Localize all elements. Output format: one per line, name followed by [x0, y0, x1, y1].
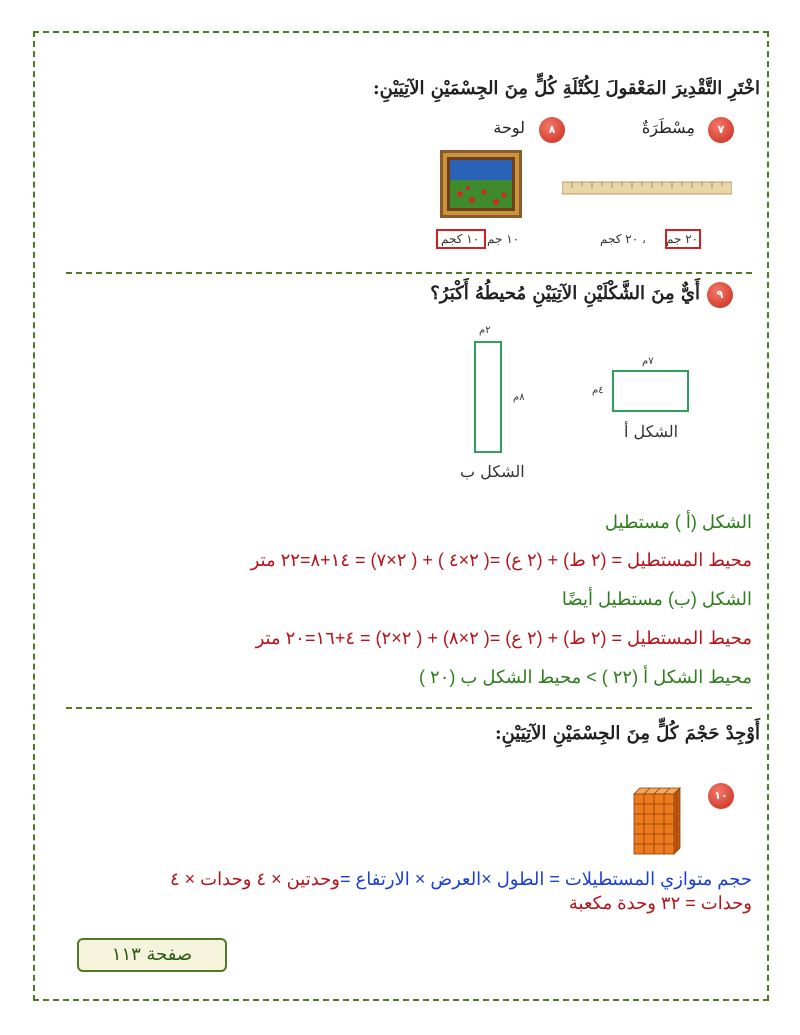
shape-b-label: الشكل ب: [460, 462, 525, 481]
section3-instruction: أَوْجِدْ حَجْمَ كُلٍّ مِنَ الجِسْمَيْنِ الآتِيَيْنِ:: [494, 723, 760, 744]
item7-name: مِسْطَرَةٌ: [641, 118, 695, 137]
question9-badge: ٩: [707, 282, 733, 308]
question10-badge: ١٠: [708, 783, 734, 809]
item7-option1: ٢٠ جم: [666, 232, 699, 246]
section1-instruction: اخْتَرِ التَّقْدِيرَ المَعْقولَ لِكُتْلَةِ كُلٍّ مِنَ الجِسْمَيْنِ الآتِيَيْنِ:: [372, 78, 760, 99]
item8-option1: ١٠ جم: [487, 232, 520, 246]
ruler-image: [562, 180, 732, 196]
solution10-result: وحدات = ٣٢ وحدة مكعبة: [568, 893, 752, 913]
solution10-calculation: وحدتين × ٤ وحدات × ٤: [169, 869, 340, 889]
item7-answer-box: [665, 229, 701, 249]
solution9-line2: محيط المستطيل = (٢ ط) + (٢ ع) =( ٢×٤ ) + ( ٢×٧) = ١٤+٨=٢٢ متر: [250, 550, 752, 570]
shape-a-label: الشكل أ: [624, 422, 679, 441]
item8-option2: ١٠ كجم: [441, 232, 480, 246]
shape-a-top-dimension: ٧م: [642, 356, 654, 367]
item7-badge: ٧: [708, 117, 734, 143]
shape-a-rectangle: [612, 370, 689, 412]
item7-option2: ، ٢٠ كجم: [600, 232, 646, 246]
question9-text: أَيٌّ مِنَ الشَّكْلَيْنِ الآتِيَيْنِ مُحيطُهُ أَكْبَرُ؟: [430, 283, 700, 304]
solution9-line5: محيط الشكل أ (٢٢ ) > محيط الشكل ب (٢٠ ): [419, 667, 752, 687]
shape-b-top-dimension: ٢م: [479, 325, 491, 336]
solution9-line4: محيط المستطيل = (٢ ط) + (٢ ع) =( ٢×٨) + ( ٢×٢) = ٤+١٦=٢٠ متر: [255, 628, 752, 648]
separator-1: [66, 272, 752, 274]
shape-a-side-dimension: ٤م: [592, 385, 604, 396]
item8-badge: ٨: [539, 117, 565, 143]
item8-name: لوحة: [493, 118, 525, 137]
shape-b-side-dimension: ٨م: [513, 392, 525, 403]
item8-answer-box: [436, 229, 486, 249]
solution9-line3: الشكل (ب) مستطيل أيضًا: [561, 589, 752, 609]
solution10-formula: حجم متوازي المستطيلات = الطول ×العرض × الارتفاع =: [340, 869, 752, 889]
painting-image: [440, 150, 522, 218]
separator-2: [66, 707, 752, 709]
page-number-label: صفحة ١١٣: [77, 938, 227, 972]
solution10-paragraph: [46, 867, 752, 915]
unit-cubes-image: [622, 784, 682, 856]
shape-b-rectangle: [474, 341, 502, 453]
solution9-line1: الشكل (أ ) مستطيل: [604, 512, 752, 532]
